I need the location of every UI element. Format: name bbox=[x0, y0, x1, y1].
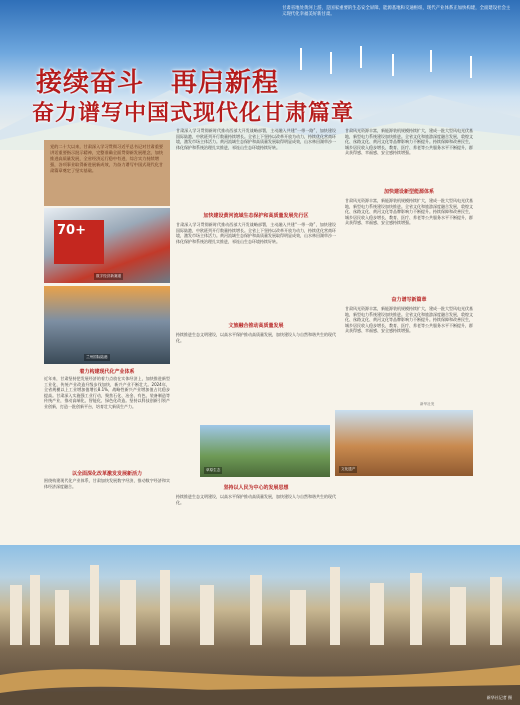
city-panorama-photo bbox=[0, 545, 520, 705]
photo-logistics-port bbox=[44, 286, 170, 364]
wind-turbine-icon bbox=[392, 54, 394, 76]
photo-digital-economy bbox=[44, 208, 170, 283]
city-skyline bbox=[0, 545, 520, 705]
photo-credit: 新华社发 bbox=[420, 402, 435, 406]
photo-caption: 兰州国际陆港 bbox=[86, 355, 108, 359]
column-right-3: 甘肃风光资源丰富，新能源装机规模持续扩大，建成一批大型风电光伏基地，新型电力系统建设加快推进。全省文化和旅游深度融合发展，敦煌文化、丝路文化、黄河文化等品牌影响力不断提升。持续保障和改善民生，城乡居民收入稳步增长，教育、医疗、养老等公共服务水平不断提升，群众获得感、幸福感、安全感持续增强。 bbox=[345, 306, 473, 334]
headline-line2: 奋力谱写中国式现代化甘肃篇章 bbox=[32, 100, 355, 126]
column-left: 近年来，甘肃坚持把发展经济的着力点放在实体经济上，加快推进新型工业化，传统产业改造升级步伐加快，新兴产业不断壮大。2024年，全省规模以上工业增加值增长8.1%，战略性新兴产业增加值占比稳步提高。甘肃深入实施强工业行动，聚焦石化、冶金、有色、装备制造等传统产业，推动高端化、智能化、绿色化改造。坚持以科技创新引领产业创新，打造一批创新平台，培育壮大新质生产力。 bbox=[44, 376, 170, 409]
bottom-credit: 新华社记者 摄 bbox=[486, 695, 512, 700]
column-mid-3: 持续推进生态文明建设，以高水平保护推动高质量发展，加快建设人与自然和谐共生的现代化。 bbox=[176, 494, 336, 505]
wind-turbine-icon bbox=[430, 50, 432, 72]
intro-box: 党的二十大以来，甘肃深入学习贯彻习近平总书记对甘肃重要讲话重要指示批示精神，完整准确全面贯彻新发展理念，加快推进高质量发展，全省经济运行稳中有进，综合实力持续增强，各项事业取得新进展新成效，为奋力谱写中国式现代化甘肃篇章奠定了坚实基础。 bbox=[44, 140, 170, 206]
section-title: 坚持以人民为中心的发展思想 bbox=[223, 485, 289, 491]
section-title: 文旅融合推动高质量发展 bbox=[228, 323, 284, 329]
column-bottom-left: 围绕构建现代化产业体系，甘肃加快发展数字经济，推动数字经济和实体经济深度融合。 bbox=[44, 478, 170, 489]
column-bottom-mid: 持续推进生态文明建设，以高水平保护推动高质量发展，加快建设人与自然和谐共生的现代化。 bbox=[176, 332, 336, 343]
column-mid-2: 甘肃深入学习贯彻新时代推动西部大开发战略部署，主动融入共建“一带一路”，加快建设国际陆港，中欧班列开行数量持续增长。全省上下坚持以改革开放为动力，持续优化营商环境，激发市场主体活力。黄河流域生态保护和高质量发展取得明显成效，山水林田湖草沙一体化保护和系统治理扎实推进，祁连山生态环境持续好转。 bbox=[176, 222, 336, 244]
section-title: 以全面深化改革激发发展新活力 bbox=[71, 471, 142, 477]
section-title: 奋力谱写新篇章 bbox=[391, 297, 427, 303]
photo-caption: 数字经济新赛道 bbox=[96, 274, 122, 278]
photo-heritage bbox=[335, 410, 473, 476]
column-right-2: 甘肃风光资源丰富，新能源装机规模持续扩大，建成一批大型风电光伏基地，新型电力系统建设加快推进。全省文化和旅游深度融合发展，敦煌文化、丝路文化、黄河文化等品牌影响力不断提升。持续保障和改善民生，城乡居民收入稳步增长，教育、医疗、养老等公共服务水平不断提升，群众获得感、幸福感、安全感持续增强。 bbox=[345, 198, 473, 226]
photo-sign: 70+ bbox=[54, 220, 104, 264]
photo-grassland bbox=[200, 425, 330, 477]
photo-caption: 文化遗产 bbox=[341, 467, 356, 471]
wind-turbine-icon bbox=[300, 48, 302, 70]
wind-turbine-icon bbox=[470, 56, 472, 78]
section-title: 加快建设新型能源体系 bbox=[383, 189, 434, 195]
section-title: 加快建设黄河流域生态保护和高质量发展先行区 bbox=[203, 213, 309, 219]
section-title: 着力构建现代化产业体系 bbox=[79, 369, 135, 375]
column-mid: 甘肃深入学习贯彻新时代推动西部大开发战略部署，主动融入共建“一带一路”，加快建设国际陆港，中欧班列开行数量持续增长。全省上下坚持以改革开放为动力，持续优化营商环境，激发市场主体活力。黄河流域生态保护和高质量发展取得明显成效，山水林田湖草沙一体化保护和系统治理扎实推进，祁连山生态环境持续好转。 bbox=[176, 128, 336, 150]
photo-caption: 草原生态 bbox=[206, 468, 221, 472]
wind-turbine-icon bbox=[360, 46, 362, 68]
column-right: 甘肃风光资源丰富，新能源装机规模持续扩大，建成一批大型风电光伏基地，新型电力系统建设加快推进。全省文化和旅游深度融合发展，敦煌文化、丝路文化、黄河文化等品牌影响力不断提升。持续保障和改善民生，城乡居民收入稳步增长，教育、医疗、养老等公共服务水平不断提升，群众获得感、幸福感、安全感持续增强。 bbox=[345, 128, 473, 156]
banner-intro: 甘肃省地处黄河上游，是国家重要的生态安全屏障、能源基地和交通枢纽，现代产业体系正加快构建，全面建设社会主义现代化幸福美好新甘肃。 bbox=[282, 6, 511, 17]
wind-turbine-icon bbox=[330, 52, 332, 74]
headline-line1: 接续奋斗 再启新程 bbox=[36, 68, 280, 98]
